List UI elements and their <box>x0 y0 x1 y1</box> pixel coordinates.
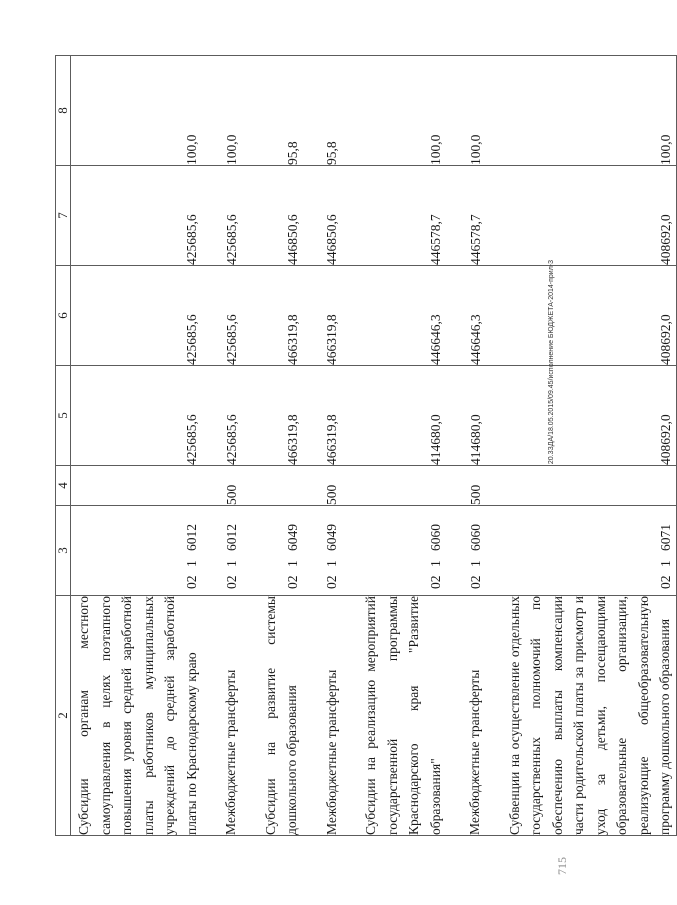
row-rz: 02 <box>657 575 673 589</box>
row-plan: 425685,6 <box>71 366 203 466</box>
header-col-3: 3 <box>56 506 71 596</box>
row-rz: 02 <box>184 575 199 589</box>
row-cs: 6049 <box>324 524 339 551</box>
row-rz: 02 <box>324 575 339 589</box>
row-rz: 02 <box>428 575 443 589</box>
row-plan: 425685,6 <box>202 366 242 466</box>
row-exec: 446850,6 <box>242 166 303 266</box>
row-pct: 100,0 <box>71 56 203 166</box>
row-code <box>446 506 486 596</box>
row-code <box>303 506 343 596</box>
row-cs: 6060 <box>467 524 483 551</box>
row-exec: 446578,7 <box>446 166 486 266</box>
header-col-5: 5 <box>56 366 71 466</box>
row-rz: 02 <box>284 575 300 589</box>
row-pr: 1 <box>657 560 673 567</box>
row-pct: 95,8 <box>242 56 303 166</box>
row-name: Субвенции на осуществление отдельных государственных полномочий по обеспечению выплаты компенсации части родительской платы за присмотр и уход за детьми, посещающими образовательные организации, реализующие общеобразовательную программу дошкольного образования <box>486 596 677 836</box>
header-col-2: 2 <box>56 596 71 836</box>
rotated-page <box>55 56 673 836</box>
row-plan-rev: 408692,0 <box>486 266 677 366</box>
row-plan: 408692,0 <box>486 366 677 466</box>
row-name: Субсидии на реализацию мероприятий государственной программы Краснодарского края "Развитие образования" <box>342 596 446 836</box>
row-pct: 100,0 <box>486 56 677 166</box>
row-name: Субсидии на развитие системы дошкольного образования <box>242 596 303 836</box>
row-rz: 02 <box>223 575 239 589</box>
row-code <box>486 506 677 596</box>
row-cs: 6071 <box>657 524 673 551</box>
row-vr: 500 <box>202 466 242 506</box>
row-name: Межбюджетные трансферты <box>446 596 486 836</box>
row-vr: 500 <box>303 466 343 506</box>
row-plan-rev: 425685,6 <box>71 266 203 366</box>
row-code <box>342 506 446 596</box>
row-plan-rev: 425685,6 <box>202 266 242 366</box>
row-pct: 100,0 <box>342 56 446 166</box>
row-pr: 1 <box>324 560 339 567</box>
budget-table <box>55 55 677 836</box>
header-col-7: 7 <box>56 166 71 266</box>
row-cs: 6060 <box>428 524 443 551</box>
row-plan: 466319,8 <box>242 366 303 466</box>
row-name: Субсидии органам местного самоуправления в целях поэтапного повышения уровня средней заработной платы работников муниципальных учреждений до средней заработной платы по Краснодарскому краю <box>71 596 203 836</box>
row-vr: 500 <box>446 466 486 506</box>
row-pr: 1 <box>284 560 300 567</box>
row-code <box>202 506 242 596</box>
row-plan-rev: 446646,3 <box>446 266 486 366</box>
row-plan: 414680,0 <box>342 366 446 466</box>
row-pr: 1 <box>467 560 483 567</box>
footer-stamp: 20.3ЗДА/18.05.2015/09.45/исполнение БЮДЖЕТА-2014-прил-3 <box>548 260 555 465</box>
page-number: 715 <box>555 857 569 875</box>
header-col-8: 8 <box>56 56 71 166</box>
row-vr <box>242 466 303 506</box>
row-pr: 1 <box>428 560 443 567</box>
row-exec: 425685,6 <box>202 166 242 266</box>
row-plan-rev: 466319,8 <box>242 266 303 366</box>
table-row <box>342 56 446 836</box>
row-name: Межбюджетные трансферты <box>303 596 343 836</box>
row-pr: 1 <box>223 560 239 567</box>
table-row <box>202 56 242 836</box>
row-plan: 414680,0 <box>446 366 486 466</box>
header-col-6: 6 <box>56 266 71 366</box>
row-vr <box>342 466 446 506</box>
row-pct: 100,0 <box>446 56 486 166</box>
table-row <box>446 56 486 836</box>
row-code <box>71 506 203 596</box>
row-pct: 95,8 <box>303 56 343 166</box>
row-rz: 02 <box>467 575 483 589</box>
row-pr: 1 <box>184 560 199 567</box>
row-vr <box>486 466 677 506</box>
row-exec: 446578,7 <box>342 166 446 266</box>
table-row <box>71 56 203 836</box>
row-exec: 446850,6 <box>303 166 343 266</box>
row-name: Межбюджетные трансферты <box>202 596 242 836</box>
row-plan: 466319,8 <box>303 366 343 466</box>
row-cs: 6012 <box>223 524 239 551</box>
header-row <box>56 56 71 836</box>
row-cs: 6012 <box>184 524 199 551</box>
table-row <box>303 56 343 836</box>
row-plan-rev: 466319,8 <box>303 266 343 366</box>
table-row <box>242 56 303 836</box>
header-col-4: 4 <box>56 466 71 506</box>
row-vr <box>71 466 203 506</box>
row-exec: 425685,6 <box>71 166 203 266</box>
row-code <box>242 506 303 596</box>
row-pct: 100,0 <box>202 56 242 166</box>
row-plan-rev: 446646,3 <box>342 266 446 366</box>
row-cs: 6049 <box>284 524 300 551</box>
table-row <box>486 56 677 836</box>
row-exec: 408692,0 <box>486 166 677 266</box>
